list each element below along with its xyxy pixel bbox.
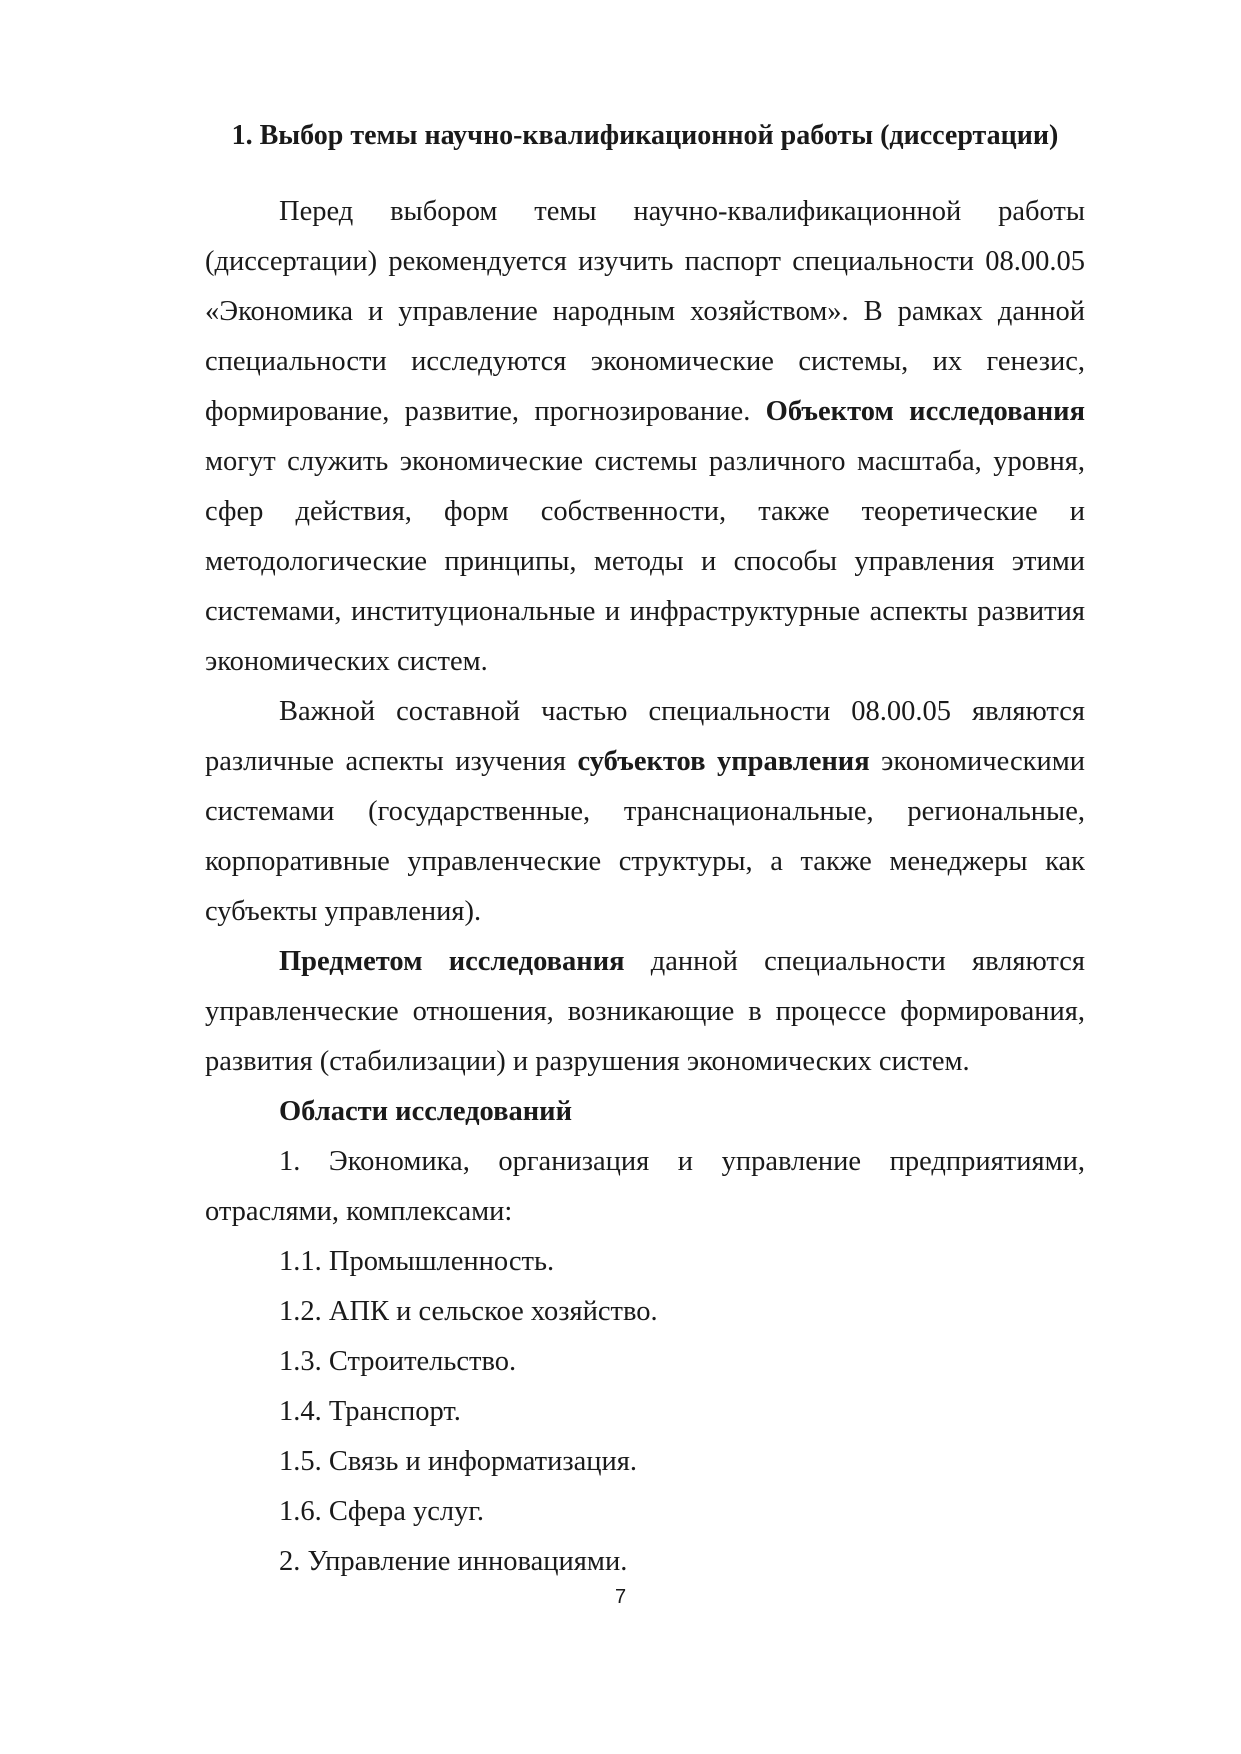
- paragraph-text: Важной составной частью специальности 08.00.05 являются различные аспекты изучения: [205, 696, 1085, 777]
- list-subitem: 1.1. Промышленность.: [279, 1246, 555, 1277]
- list-item-2: 2. Управление инновациями.: [279, 1546, 628, 1577]
- list-subitem: 1.6. Сфера услуг.: [279, 1496, 484, 1527]
- paragraph-text: Перед выбором темы научно-квалификационной работы (диссертации) рекомендуется изучить паспорт специальности 08.00.05 «Экономика и управление народным хозяйством». В рамках данной специальности исследуются экономические системы, их генезис, формирование, развитие, прогнозирование.: [205, 196, 1085, 427]
- bold-term-subject-matter: Предметом исследования: [279, 946, 625, 977]
- paragraph-object: [205, 187, 1085, 687]
- list-subitem: 1.2. АПК и сельское хозяйство.: [279, 1296, 658, 1327]
- paragraph-text: могут служить экономические системы различного масштаба, уровня, сфер действия, форм собственности, также теоретические и методологические принципы, методы и способы управления этими системами, институциональные и инфраструктурные аспекты развития экономических систем.: [205, 446, 1085, 677]
- paragraph-subject-matter: [205, 937, 1085, 1087]
- list-item-1: 1. Экономика, организация и управление предприятиями, отраслями, комплексами:: [205, 1146, 1085, 1227]
- bold-term-subjects: субъектов управления: [577, 746, 870, 777]
- section-heading: 1. Выбор темы научно-квалификационной работы (диссертации): [231, 120, 1059, 151]
- body-text: [205, 187, 1085, 1587]
- paragraph-subjects: [205, 687, 1085, 937]
- paragraph-text: экономическими системами (государственные, транснациональные, региональные, корпоративные управленческие структуры, а также менеджеры как субъекты управления).: [205, 746, 1085, 927]
- bold-term-object: Объектом исследования: [765, 396, 1085, 427]
- list-subitem: 1.5. Связь и информатизация.: [279, 1446, 637, 1477]
- research-areas-subheading: Области исследований: [279, 1096, 572, 1127]
- page-number: 7: [614, 1586, 627, 1608]
- paragraph-text: данной специальности являются управленческие отношения, возникающие в процессе формирования, развития (стабилизации) и разрушения экономических систем.: [205, 946, 1085, 1077]
- list-subitem: 1.4. Транспорт.: [279, 1396, 461, 1427]
- list-subitem: 1.3. Строительство.: [279, 1346, 517, 1377]
